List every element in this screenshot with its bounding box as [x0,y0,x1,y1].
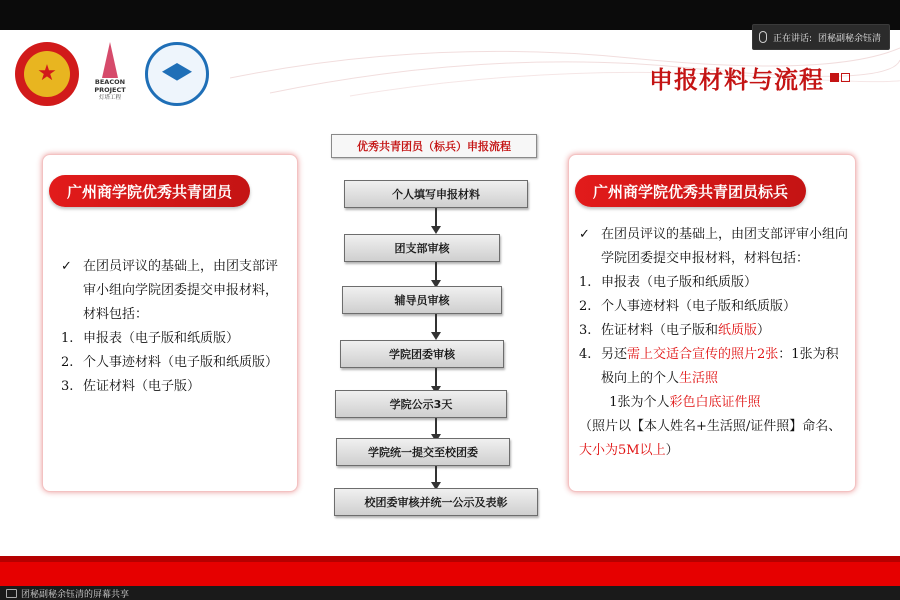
list-item: 3. 佐证材料（电子版） [61,379,201,394]
photo-note: （照片以【本人姓名+生活照/证件照】命名、大小为5M以上） [579,419,842,458]
check-icon: ✓ [579,227,590,242]
flow-step: 校团委审核并统一公示及表彰 [334,488,538,516]
slide-title: 申报材料与流程 [649,65,824,94]
list-item: 2. 个人事迹材料（电子版和纸质版） [579,299,797,314]
beacon-project-logo: BEACON PROJECT 灯塔工程 [90,42,130,112]
excellent-member-requirements [61,255,287,399]
flow-step: 学院统一提交至校团委 [336,438,510,466]
digital-economy-school-logo [145,42,209,106]
list-item: 1. 申报表（电子版和纸质版） [579,275,758,290]
flow-arrow-icon [431,332,441,340]
list-item: 1. 申报表（电子版和纸质版） [61,331,240,346]
model-member-requirements: ✓ 在团员评议的基础上，由团支部评审小组向学院团委提交申报材料，材料包括： 1. 申报表（电子版和纸质版） 2. 个人事迹材料（电子版和纸质版） 3. 佐证材料（电子版和纸质版） 4. 另还需上交适合宣传的照片2张：1张为积极向上的个人生活照 1张为个人彩色白底证件照 （照片以【本人姓名+生活照/证件照】命名、大小为5M以上） [579,223,851,463]
flow-title: 优秀共青团员（标兵）申报流程 [331,134,537,158]
model-member-card [568,154,856,492]
active-speaker-indicator [752,24,890,50]
title-square-icons [830,73,850,82]
screen-share-label: 团秘副秘余钰清的屏幕共享 [21,589,130,600]
slide-title-group [649,60,850,95]
excellent-member-card [42,154,298,492]
screen-share-status-bar [0,586,900,600]
flow-step: 个人填写申报材料 [344,180,528,208]
excellent-member-heading: 广州商学院优秀共青团员 [49,175,250,207]
list-item: 4. 另还需上交适合宣传的照片2张：1张为积极向上的个人生活照 1张为个人彩色白底证件照 [579,347,839,410]
model-member-heading: 广州商学院优秀共青团员标兵 [575,175,806,207]
check-icon: ✓ [61,259,72,274]
presentation-slide [0,30,900,586]
flow-step: 学院团委审核 [340,340,504,368]
flow-arrow-icon [431,226,441,234]
slide-footer-band [0,556,900,586]
flow-step: 辅导员审核 [342,286,502,314]
flow-step: 团支部审核 [344,234,500,262]
screen-share-icon [6,589,17,598]
list-item: 2. 个人事迹材料（电子版和纸质版） [61,355,279,370]
speaker-name: 团秘副秘余钰清 [817,33,881,44]
requirements-intro: 在团员评议的基础上，由团支部评审小组向学院团委提交申报材料，材料包括： [83,259,279,322]
list-item: 3. 佐证材料（电子版和纸质版） [579,323,771,338]
speaker-prefix: 正在讲话: [772,33,812,44]
youth-league-emblem-logo: ★ [15,42,79,106]
microphone-icon [759,31,767,43]
flow-step: 学院公示3天 [335,390,507,418]
